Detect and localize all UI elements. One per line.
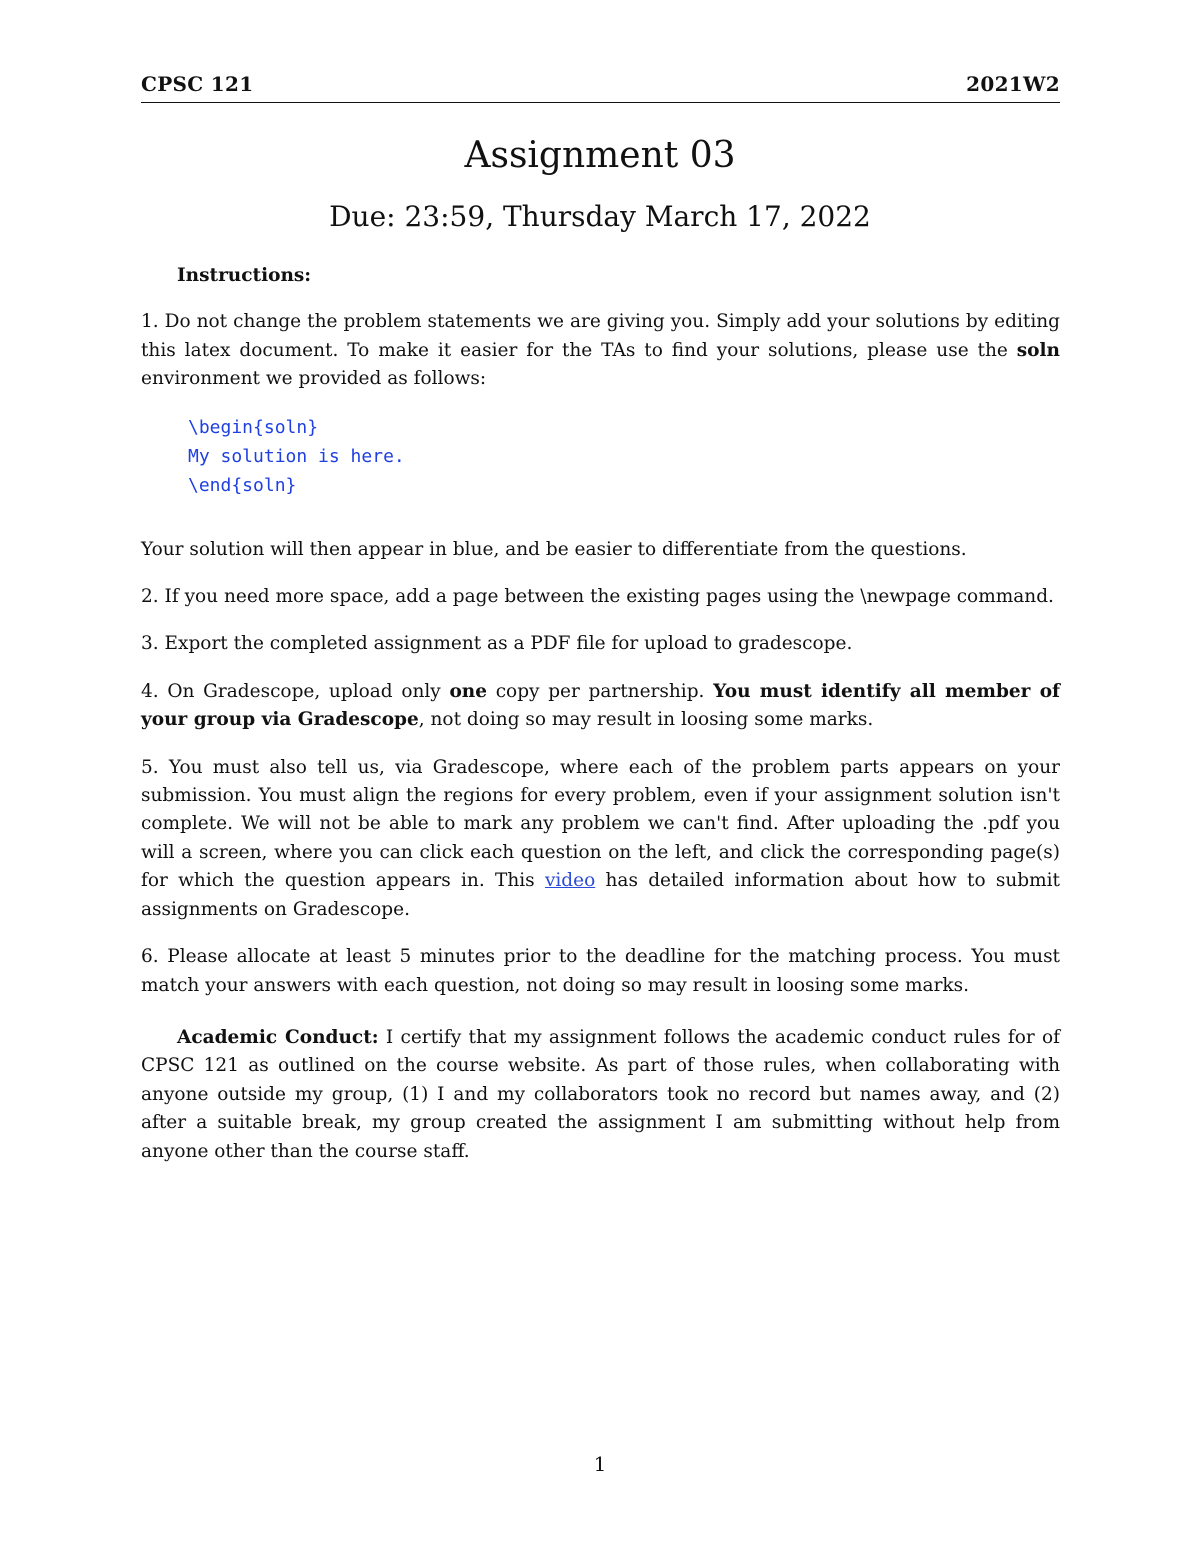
- instruction-item-6: 6. Please allocate at least 5 minutes prior to the deadline for the matching process. You must match your answers with each question, not doing so may result in loosing some marks.: [141, 946, 1060, 996]
- academic-conduct: [141, 1024, 1060, 1166]
- instruction-item-1: [141, 308, 1060, 393]
- instruction-4-text-b: copy per partnership.: [487, 680, 714, 702]
- instruction-1-text-a: 1. Do not change the problem statements we are giving you. Simply add your solutions by editing this latex document. To make it easier for the TAs to find your solutions, please use the: [141, 311, 1060, 361]
- instruction-4-text-c: , not doing so may result in loosing some marks.: [418, 709, 874, 731]
- code-example: [188, 413, 1060, 500]
- instruction-item-3: 3. Export the completed assignment as a PDF file for upload to gradescope.: [141, 633, 853, 655]
- academic-conduct-label: Academic Conduct:: [177, 1026, 379, 1048]
- due-date: Due: 23:59, Thursday March 17, 2022: [329, 200, 871, 233]
- term-code: 2021W2: [966, 72, 1060, 96]
- academic-conduct-text: I certify that my assignment follows the academic conduct rules for of CPSC 121 as outlined on the course website. As part of those rules, when collaborating with anyone outside my group, (1) I and my collaborators took no record but names away, and (2) after a suitable break, my group created the assignment I am submitting without help from anyone other than the course staff.: [141, 1026, 1060, 1162]
- code-line-begin: \begin{soln}: [188, 416, 319, 438]
- video-link[interactable]: video: [544, 870, 596, 892]
- instruction-1-text-b: environment we provided as follows:: [141, 368, 487, 390]
- running-header: [141, 72, 1060, 103]
- instruction-4-text-a: 4. On Gradescope, upload only: [141, 680, 450, 702]
- page-number: 1: [593, 1452, 607, 1476]
- instruction-item-4: [141, 678, 1060, 735]
- instruction-4-bold-identify: You must identify all member of your group via Gradescope: [141, 680, 1060, 731]
- instruction-5-text-a: 5. You must also tell us, via Gradescope, where each of the problem parts appears on your submission. You must align the regions for every problem, even if your assignment solution isn't complete. We will not be able to mark any problem we can't find. After uploading the .pdf you will a screen, where you can click each question on the left, and click the corresponding page(s) for which the question appears in. This: [141, 756, 1060, 892]
- course-code: CPSC 121: [141, 72, 254, 96]
- soln-keyword: soln: [1016, 339, 1060, 361]
- instruction-item-2: 2. If you need more space, add a page between the existing pages using the \newpage command.: [141, 586, 1054, 608]
- assignment-title: Assignment 03: [464, 135, 736, 176]
- document-body: [141, 262, 1060, 1166]
- instruction-5-text-b: has detailed information about how to submit assignments on Gradescope.: [141, 870, 1060, 920]
- instructions-heading: Instructions:: [177, 265, 312, 286]
- code-line-body: My solution is here.: [188, 445, 405, 467]
- after-code-text: Your solution will then appear in blue, and be easier to differentiate from the questions.: [141, 538, 967, 560]
- instruction-4-bold-one: one: [449, 680, 487, 702]
- instruction-item-5: [141, 754, 1060, 924]
- code-line-end: \end{soln}: [188, 474, 297, 496]
